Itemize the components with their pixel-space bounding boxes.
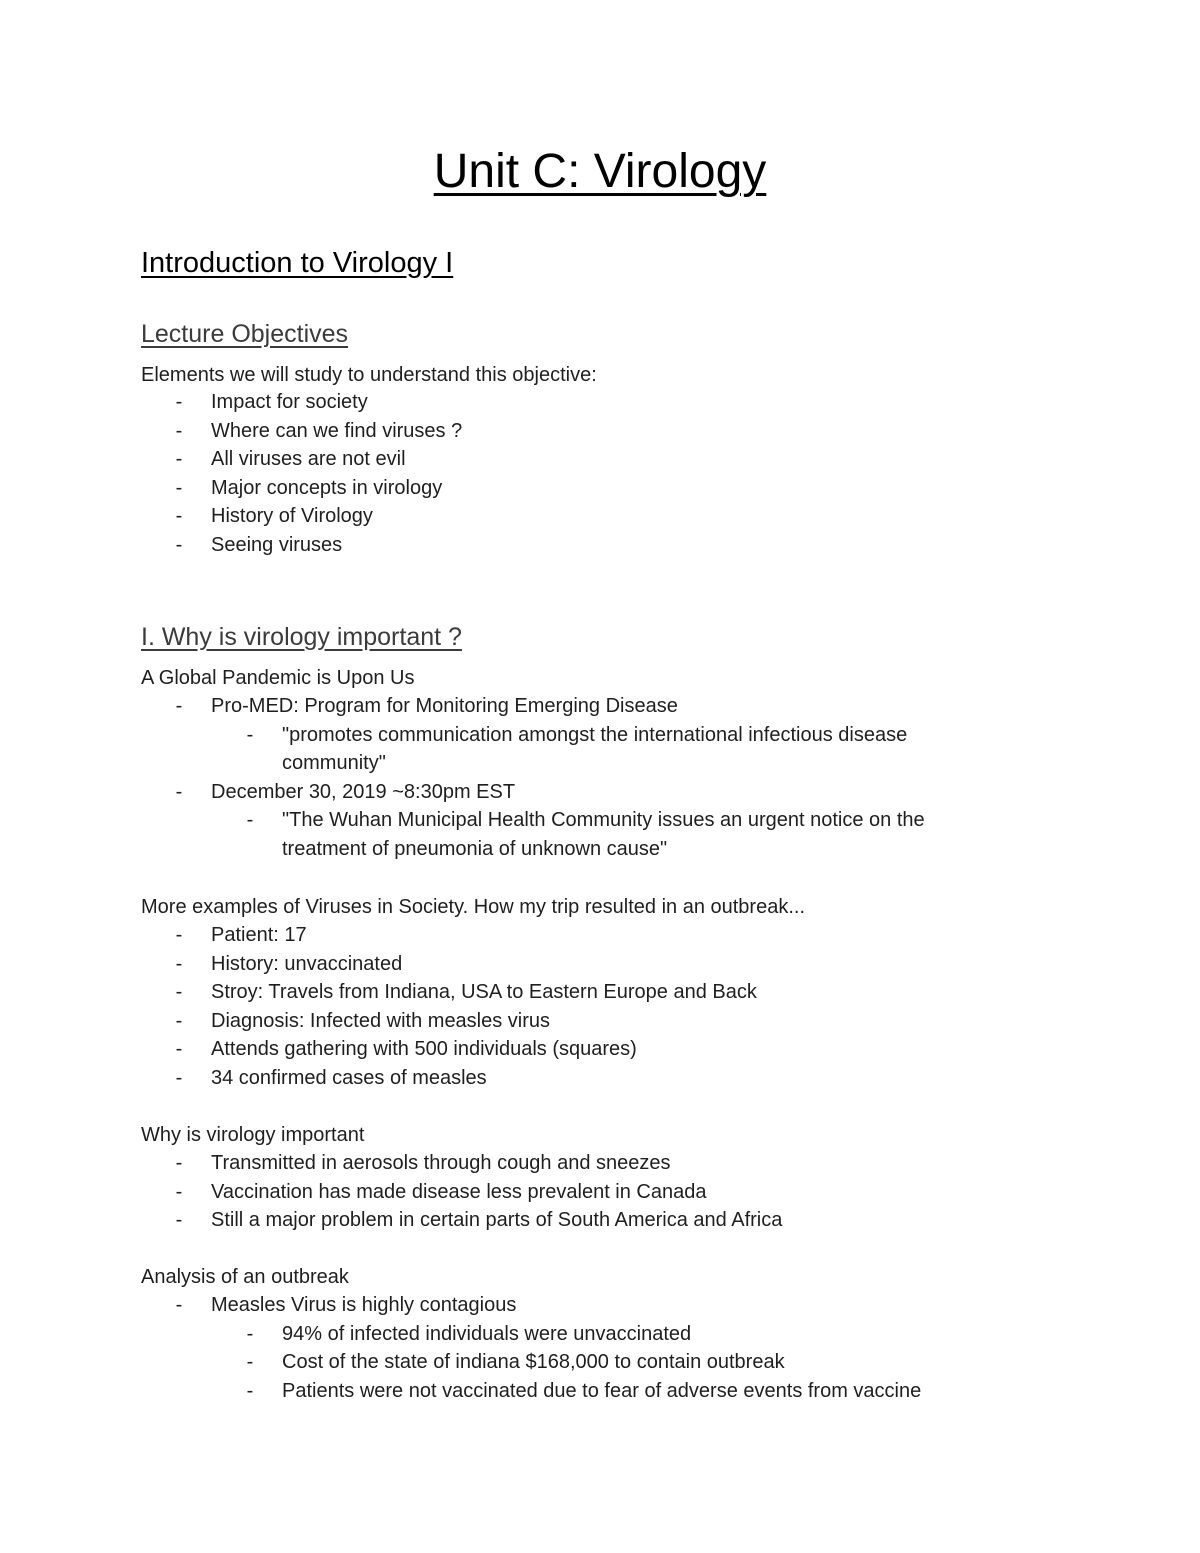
bullet-dash: - (246, 723, 254, 746)
list-item (0, 1035, 757, 1064)
bullet-dash: - (175, 981, 183, 1004)
list-item-text: Major concepts in virology (211, 476, 443, 499)
list-item-text: Measles Virus is highly contagious (211, 1294, 517, 1316)
bullet-dash: - (246, 1322, 254, 1345)
bullet-dash: - (175, 780, 183, 803)
objectives-list (0, 388, 462, 560)
bullet-dash: - (175, 1294, 183, 1316)
objectives-heading: Lecture Objectives (141, 320, 349, 348)
list-item (0, 502, 462, 531)
document-title: Unit C: Virology (433, 145, 767, 198)
list-item-text: Cost of the state of indiana $168,000 to contain outbreak (282, 1351, 785, 1374)
list-item-text: Transmitted in aerosols through cough and sneezes (211, 1152, 671, 1174)
analysis-list (0, 1291, 921, 1405)
list-item (0, 1320, 921, 1349)
bullet-dash: - (175, 1209, 183, 1232)
list-item (0, 531, 462, 560)
list-item (0, 721, 982, 778)
list-item-text: Pro-MED: Program for Monitoring Emerging Disease (211, 695, 678, 717)
list-item-text: Stroy: Travels from Indiana, USA to Eastern Europe and Back (211, 981, 757, 1004)
bullet-dash: - (246, 809, 254, 832)
objectives-intro: Elements we will study to understand this objective: (141, 364, 597, 386)
list-item-text: Where can we find viruses ? (211, 419, 463, 442)
bullet-dash: - (175, 391, 183, 413)
bullet-dash: - (175, 419, 183, 442)
list-item-text: Impact for society (211, 391, 368, 413)
list-item (0, 692, 982, 721)
list-item (0, 1007, 757, 1036)
list-item (0, 445, 462, 474)
lecture-title: Introduction to Virology I (141, 247, 454, 279)
list-item-text: Patients were not vaccinated due to fear of adverse events from vaccine (282, 1379, 922, 1402)
list-item-text: History: unvaccinated (211, 952, 403, 975)
list-item (0, 778, 982, 807)
list-item (0, 1149, 782, 1178)
bullet-dash: - (175, 1180, 183, 1203)
list-item-text: Attends gathering with 500 individuals (squares) (211, 1038, 637, 1061)
bullet-dash: - (175, 533, 183, 556)
list-item (0, 921, 757, 950)
bullet-dash: - (175, 448, 183, 471)
list-item-text: "promotes communication amongst the international infectious disease community" (282, 723, 908, 775)
importance-intro: Why is virology important (141, 1124, 365, 1146)
list-item-text: Seeing viruses (211, 533, 343, 556)
list-item-text: Vaccination has made disease less prevalent in Canada (211, 1180, 707, 1203)
bullet-dash: - (175, 1038, 183, 1061)
list-item (0, 1178, 782, 1207)
list-item (0, 474, 462, 503)
list-item (0, 1064, 757, 1093)
list-item (0, 1291, 921, 1320)
bullet-dash: - (175, 1152, 183, 1174)
bullet-dash: - (175, 476, 183, 499)
examples-list (0, 921, 757, 1093)
bullet-dash: - (246, 1351, 254, 1374)
list-item-text: Diagnosis: Infected with measles virus (211, 1009, 551, 1032)
analysis-intro: Analysis of an outbreak (141, 1266, 349, 1288)
list-item-text: All viruses are not evil (211, 448, 406, 471)
list-item (0, 1377, 921, 1406)
list-item (0, 1206, 782, 1235)
bullet-dash: - (175, 952, 183, 975)
section-heading: I. Why is virology important ? (141, 623, 462, 651)
bullet-dash: - (175, 1009, 183, 1032)
list-item-text: History of Virology (211, 505, 373, 528)
list-item (0, 806, 982, 863)
bullet-dash: - (175, 695, 183, 717)
bullet-dash: - (175, 924, 183, 946)
list-item (0, 1348, 921, 1377)
list-item-text: 34 confirmed cases of measles (211, 1066, 487, 1089)
bullet-dash: - (175, 505, 183, 528)
list-item (0, 950, 757, 979)
examples-intro: More examples of Viruses in Society. How my trip resulted in an outbreak... (141, 896, 805, 918)
list-item-text: 94% of infected individuals were unvaccinated (282, 1322, 692, 1345)
list-item (0, 978, 757, 1007)
list-item-text: Patient: 17 (211, 924, 307, 946)
pandemic-list (0, 692, 982, 864)
list-item-text: "The Wuhan Municipal Health Community issues an urgent notice on the treatment of pneumonia of unknown cause" (282, 809, 925, 860)
list-item (0, 388, 462, 417)
list-item (0, 417, 462, 446)
list-item-text: December 30, 2019 ~8:30pm EST (211, 780, 516, 803)
importance-list (0, 1149, 782, 1235)
bullet-dash: - (246, 1379, 254, 1402)
bullet-dash: - (175, 1066, 183, 1089)
list-item-text: Still a major problem in certain parts of South America and Africa (211, 1209, 783, 1232)
pandemic-intro: A Global Pandemic is Upon Us (141, 667, 415, 689)
